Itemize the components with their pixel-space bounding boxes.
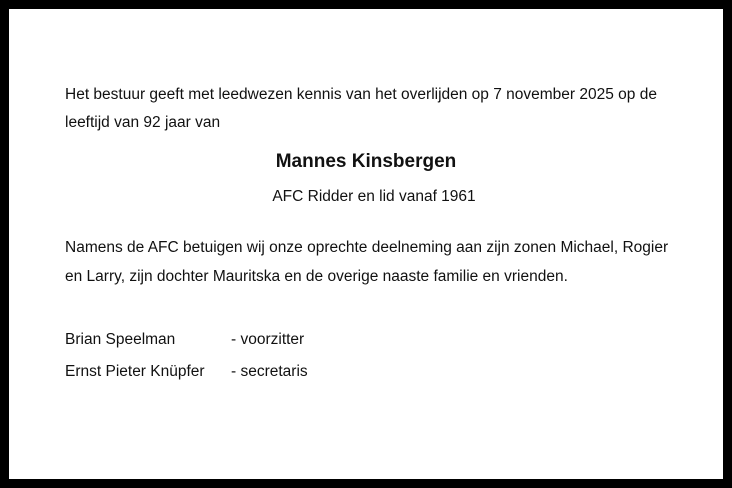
deceased-name: Mannes Kinsbergen [275, 151, 457, 172]
signatory-role: - voorzitter [231, 331, 305, 348]
intro-paragraph: Het bestuur geeft met leedwezen kennis van het overlijden op 7 november 2025 op de leeftijd van 92 jaar van [65, 86, 657, 131]
condolence-paragraph: Namens de AFC betuigen wij onze oprechte deelneming aan zijn zonen Michael, Rogier en Larry, zijn dochter Mauritska en de overige naaste familie en vrienden. [65, 239, 669, 285]
memorial-notice-card [9, 9, 723, 479]
signatory-role: - secretaris [231, 363, 308, 380]
signatory-row [65, 329, 565, 351]
signatory-name: Ernst Pieter Knüpfer [65, 363, 205, 380]
signatory-name: Brian Speelman [65, 331, 176, 348]
signatory-row [65, 361, 565, 383]
membership-subtitle: AFC Ridder en lid vanaf 1961 [272, 188, 476, 205]
